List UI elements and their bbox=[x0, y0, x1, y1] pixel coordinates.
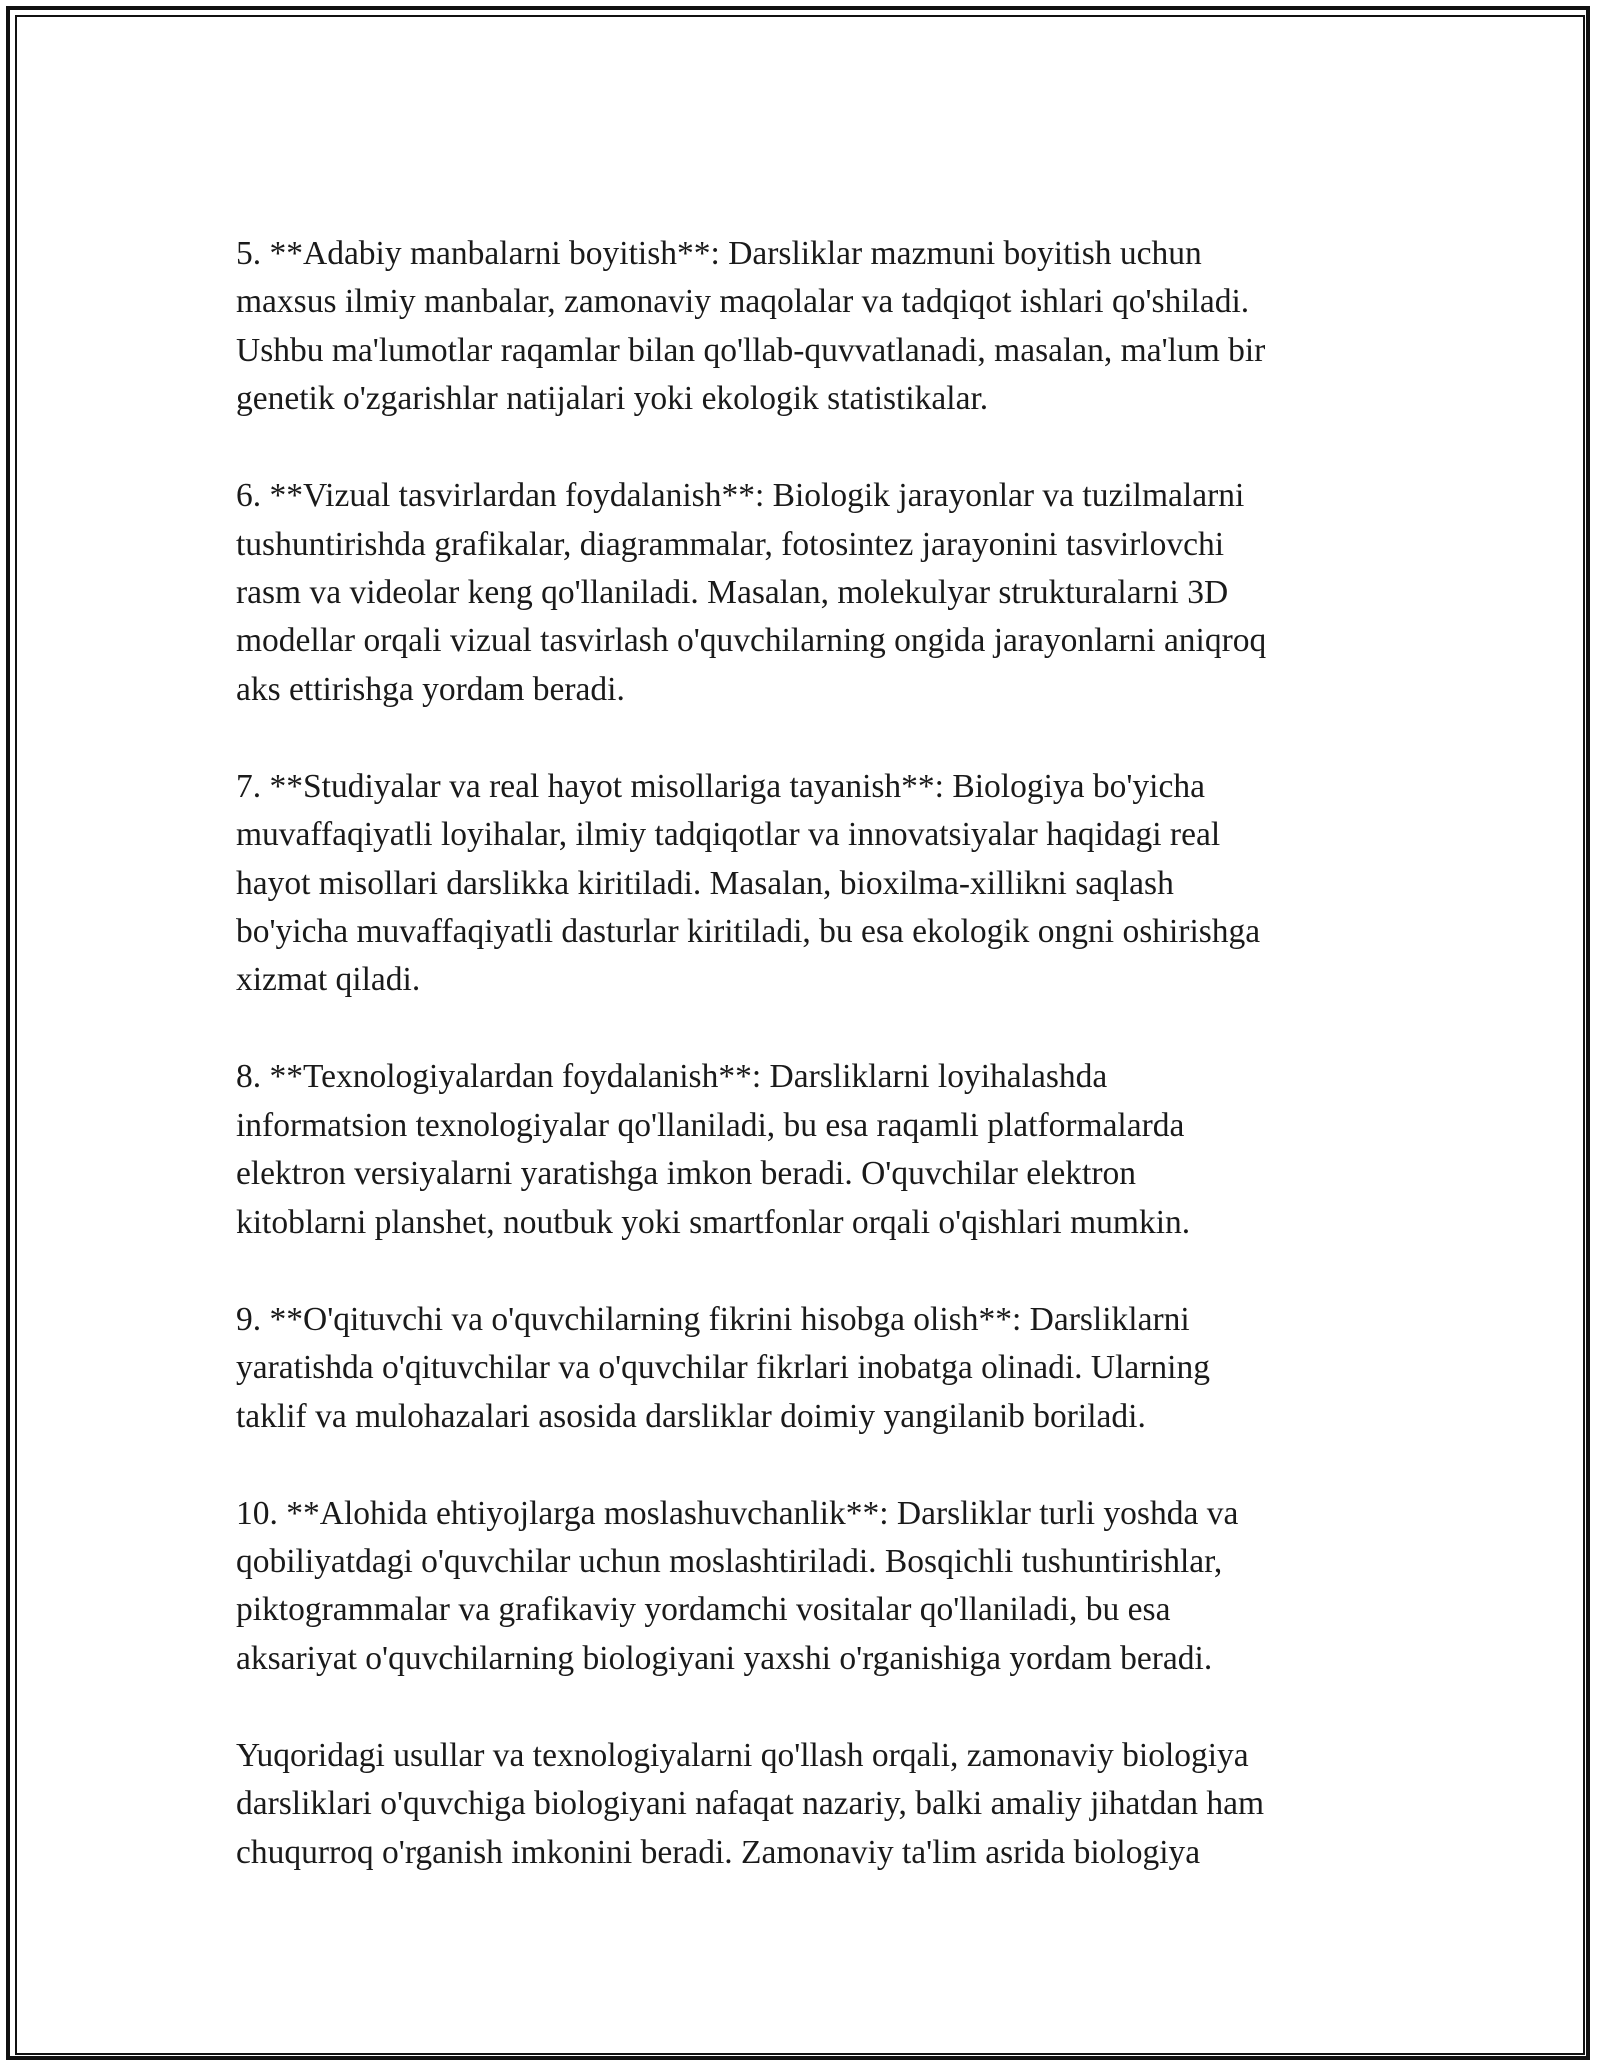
paragraph-item-7 bbox=[236, 763, 1396, 1005]
text-line: aksariyat o'quvchilarning biologiyani yaxshi o'rganishiga yordam beradi. bbox=[236, 1639, 1213, 1677]
text-line: piktogrammalar va grafikaviy yordamchi vositalar qo'llaniladi, bu esa bbox=[236, 1591, 1171, 1629]
text-line: kitoblarni planshet, noutbuk yoki smartfonlar orqali o'qishlari mumkin. bbox=[236, 1203, 1191, 1241]
paragraph-item-5 bbox=[236, 230, 1396, 424]
text-line: Yuqoridagi usullar va texnologiyalarni qo'llash orqali, zamonaviy biologiya bbox=[236, 1736, 1249, 1774]
text-line: elektron versiyalarni yaratishga imkon beradi. O'quvchilar elektron bbox=[236, 1155, 1136, 1193]
text-line: modellar orqali vizual tasvirlash o'quvchilarning ongida jarayonlarni aniqroq bbox=[236, 622, 1267, 660]
text-line: bo'yicha muvaffaqiyatli dasturlar kiritiladi, bu esa ekologik ongni oshirishga bbox=[236, 913, 1261, 951]
text-line: 10. **Alohida ehtiyojlarga moslashuvchanlik**: Darsliklar turli yoshda va bbox=[236, 1494, 1239, 1532]
text-line: yaratishda o'qituvchilar va o'quvchilar fikrlari inobatga olinadi. Ularning bbox=[236, 1349, 1210, 1387]
paragraph-item-10 bbox=[236, 1490, 1396, 1684]
text-line: rasm va videolar keng qo'llaniladi. Masalan, molekulyar strukturalarni 3D bbox=[236, 574, 1229, 612]
text-line: genetik o'zgarishlar natijalari yoki ekologik statistikalar. bbox=[236, 380, 989, 418]
text-line: maxsus ilmiy manbalar, zamonaviy maqolalar va tadqiqot ishlari qo'shiladi. bbox=[236, 283, 1250, 321]
text-line: darsliklari o'quvchiga biologiyani nafaqat nazariy, balki amaliy jihatdan ham bbox=[236, 1785, 1265, 1823]
document-body bbox=[236, 230, 1396, 1926]
text-line: informatsion texnologiyalar qo'llaniladi, bu esa raqamli platformalarda bbox=[236, 1106, 1185, 1144]
text-line: qobiliyatdagi o'quvchilar uchun moslashtiriladi. Bosqichli tushuntirishlar, bbox=[236, 1542, 1223, 1580]
text-line: muvaffaqiyatli loyihalar, ilmiy tadqiqotlar va innovatsiyalar haqidagi real bbox=[236, 816, 1221, 854]
text-line: taklif va mulohazalari asosida darsliklar doimiy yangilanib boriladi. bbox=[236, 1397, 1146, 1435]
text-line: tushuntirishda grafikalar, diagrammalar, fotosintez jarayonini tasvirlovchi bbox=[236, 525, 1225, 563]
text-line: 9. **O'qituvchi va o'quvchilarning fikrini hisobga olish**: Darsliklarni bbox=[236, 1300, 1190, 1338]
text-line: 8. **Texnologiyalardan foydalanish**: Darsliklarni loyihalashda bbox=[236, 1058, 1108, 1096]
text-line: hayot misollari darslikka kiritiladi. Masalan, bioxilma-xillikni saqlash bbox=[236, 864, 1174, 902]
text-line: Ushbu ma'lumotlar raqamlar bilan qo'llab-quvvatlanadi, masalan, ma'lum bir bbox=[236, 331, 1266, 369]
paragraph-item-8 bbox=[236, 1053, 1396, 1247]
text-line: 7. **Studiyalar va real hayot misollariga tayanish**: Biologiya bo'yicha bbox=[236, 767, 1205, 805]
text-line: 5. **Adabiy manbalarni boyitish**: Darsliklar mazmuni boyitish uchun bbox=[236, 235, 1202, 272]
text-line: chuqurroq o'rganish imkonini beradi. Zamonaviy ta'lim asrida biologiya bbox=[236, 1833, 1201, 1871]
paragraph-item-9 bbox=[236, 1296, 1396, 1441]
text-line: aks ettirishga yordam beradi. bbox=[236, 670, 625, 708]
paragraph-item-6 bbox=[236, 472, 1396, 714]
text-line: 6. **Vizual tasvirlardan foydalanish**: Biologik jarayonlar va tuzilmalarni bbox=[236, 477, 1245, 515]
text-line: xizmat qiladi. bbox=[236, 961, 421, 999]
paragraph-conclusion bbox=[236, 1732, 1396, 1877]
